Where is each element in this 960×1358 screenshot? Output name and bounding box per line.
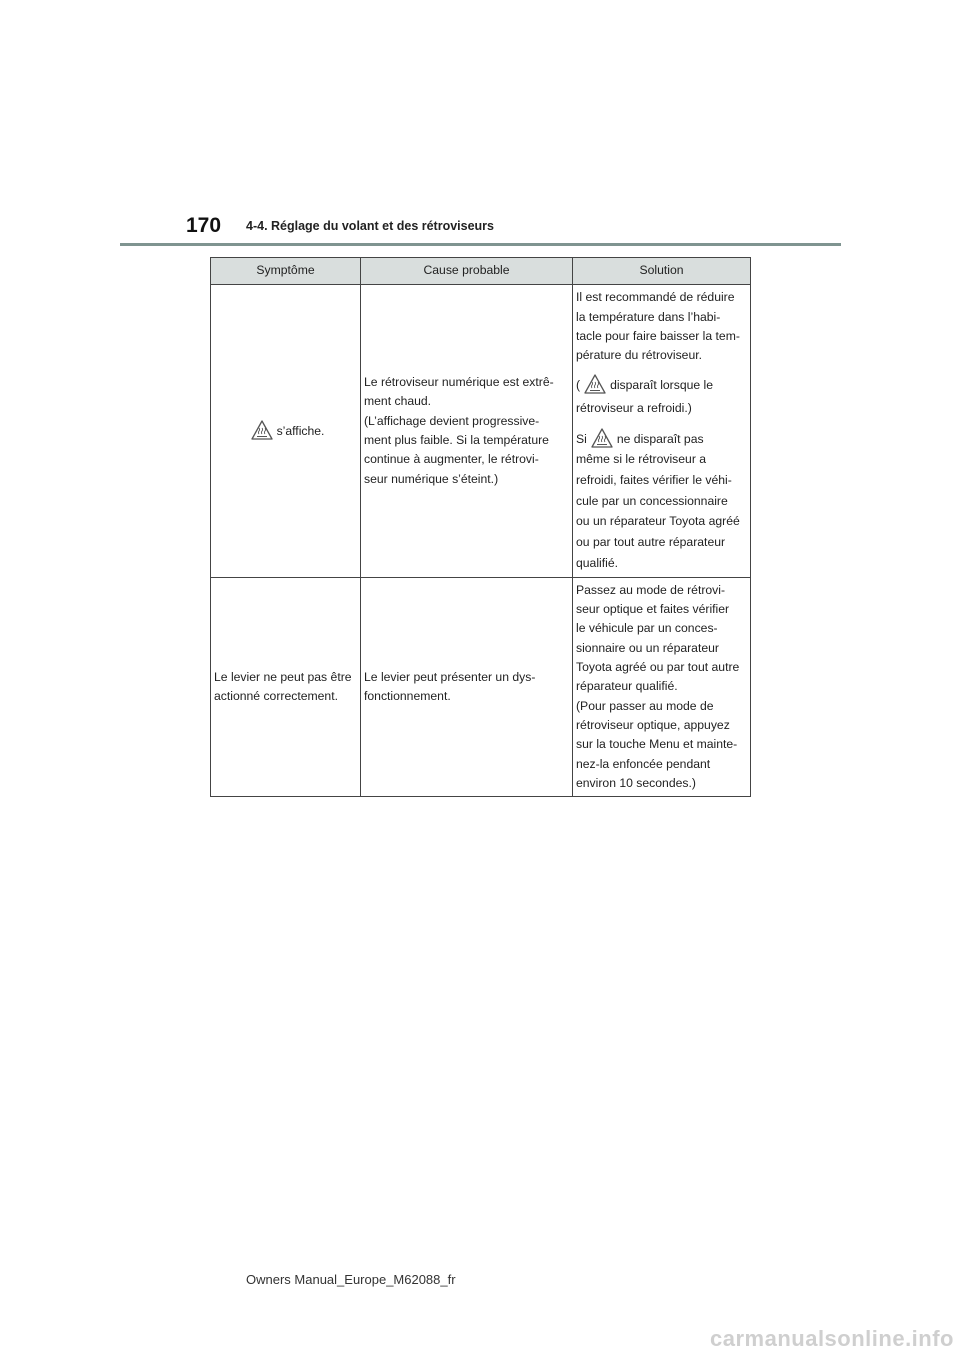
mirror-heat-warning-icon bbox=[591, 428, 613, 448]
section-title: 4-4. Réglage du volant et des rétroviseurs bbox=[246, 219, 494, 233]
mirror-heat-warning-icon bbox=[251, 420, 273, 440]
column-header-solution: Solution bbox=[573, 258, 751, 285]
cause-text: Le rétroviseur numérique est extrê- ment chaud. (L’affichage devient progressive- ment plus faible. Si la température continue à augmenter, le rétrovi- seur numérique s’éteint.) bbox=[364, 375, 554, 486]
symptom-text: s’affiche. bbox=[276, 424, 325, 439]
symptom-text: Le levier ne peut pas être actionné correctement. bbox=[214, 669, 352, 703]
cause-text: Le levier peut présenter un dys- fonctionnement. bbox=[364, 669, 536, 703]
mirror-heat-warning-icon bbox=[584, 374, 606, 394]
solution-cell bbox=[573, 578, 751, 797]
symptom-cell bbox=[211, 578, 361, 797]
solution-paragraph: Si ne disparaît pas même si le rétroviseur a refroidi, faites vérifier le véhi- cule par un concessionnaire ou un réparateur Toyota agréé ou par tout autre réparateur qualifié. bbox=[576, 428, 747, 574]
troubleshooting-table bbox=[210, 257, 751, 797]
cause-cell bbox=[361, 285, 573, 578]
table-row bbox=[211, 285, 751, 578]
header-rule bbox=[120, 243, 841, 246]
page-number: 170 bbox=[186, 214, 222, 237]
column-header-cause: Cause probable bbox=[361, 258, 573, 285]
table-header-row bbox=[211, 258, 751, 285]
cause-cell bbox=[361, 578, 573, 797]
symptom-cell bbox=[211, 285, 361, 578]
watermark: carmanualsonline.info bbox=[710, 1326, 954, 1351]
document-id: Owners Manual_Europe_M62088_fr bbox=[246, 1272, 456, 1287]
symptom-line bbox=[214, 420, 357, 441]
solution-text: Passez au mode de rétrovi- seur optique et faites vérifier le véhicule par un conces- sionnaire ou un réparateur Toyota agréé ou par tout autre réparateur qualifié. (Pour passer au mode de rétroviseur optique, appuyez sur la touche Menu et mainte- nez-la enfoncée pendant environ 10 secondes.) bbox=[576, 582, 740, 790]
solution-paragraph: ( disparaît lorsque le rétroviseur a refroidi.) bbox=[576, 374, 747, 420]
column-header-symptom: Symptôme bbox=[211, 258, 361, 285]
solution-paragraph: Il est recommandé de réduire la température dans l’habi- tacle pour faire baisser la tem- pérature du rétroviseur. bbox=[576, 290, 740, 363]
solution-cell bbox=[573, 285, 751, 578]
table-row bbox=[211, 578, 751, 797]
